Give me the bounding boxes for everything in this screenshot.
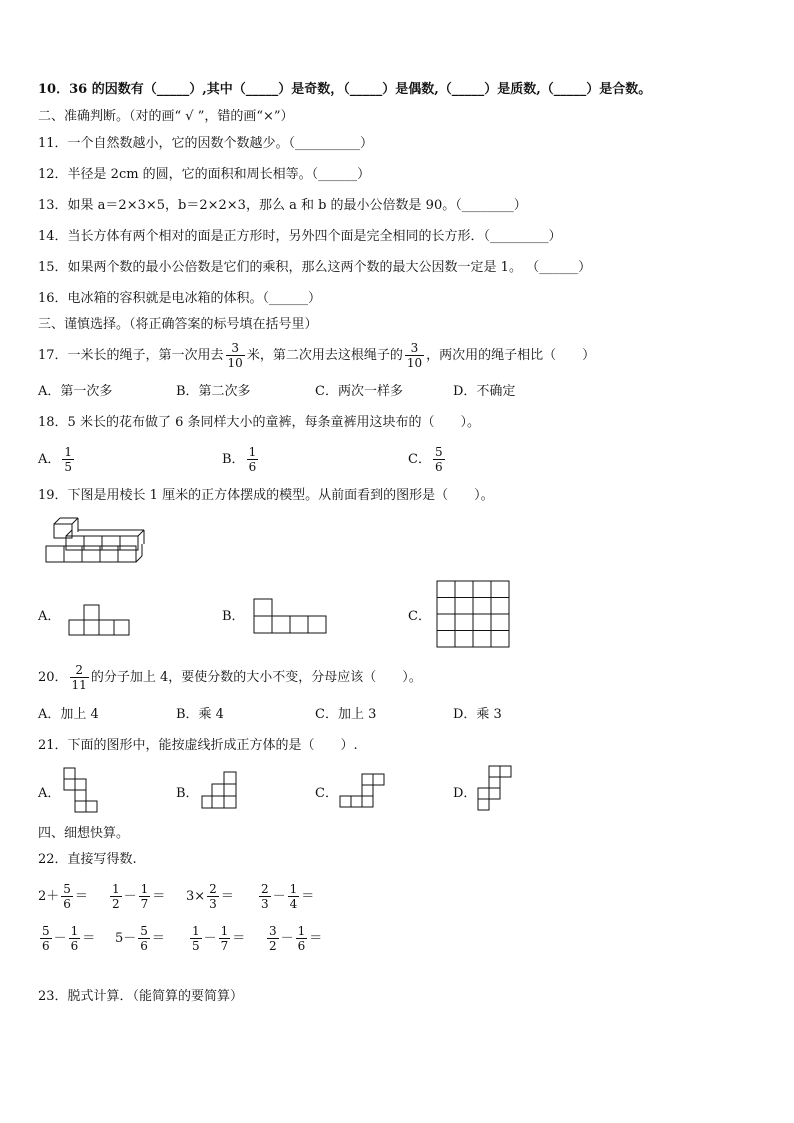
q20-option-b: B．乘 4 [176, 707, 224, 722]
q21-option-a-net [62, 766, 102, 820]
q18-option-b: B． $\frac{1}{6}$ [222, 445, 257, 474]
question-23: 23．脱式计算．（能简算的要简算） [38, 989, 244, 1004]
q21-option-b-net [200, 770, 244, 816]
q17-option-d: D．不确定 [453, 384, 516, 399]
q19-option-a-label: A． [38, 609, 61, 624]
section-2-heading: 二、准确判断。（对的画“ √ ”，错的画“×”） [38, 109, 294, 124]
q22-expr-3: 3× $\frac{2}{3}$ ＝ [186, 882, 234, 911]
question-11: 11．一个自然数越小，它的因数个数越少。（__________） [38, 136, 374, 151]
cube-model-figure [42, 514, 152, 566]
question-18: 18．5 米长的花布做了 6 条同样大小的童裤，每条童裤用这块布的（ ）。 [38, 415, 480, 430]
section-3-heading: 三、谨慎选择。（将正确答案的标号填在括号里） [38, 317, 318, 332]
q21-option-d-label: D． [453, 786, 477, 801]
q22-expr-7: $\frac{1}{5}$ － $\frac{1}{7}$ ＝ [192, 924, 246, 953]
q19-option-c-figure [436, 580, 512, 650]
q22-expr-6: 5－ $\frac{5}{6}$ ＝ [115, 924, 165, 953]
question-19: 19．下图是用棱长 1 厘米的正方体摆成的模型。从前面看到的图形是（ ）。 [38, 488, 494, 503]
q17-text-b: 米，第二次用去这根绳子的 [246, 348, 403, 363]
q18-option-a: A． $\frac{1}{5}$ [38, 445, 73, 474]
question-21: 21．下面的图形中，能按虚线折成正方体的是（ ）. [38, 738, 358, 753]
q19-option-b-figure [253, 597, 329, 635]
q21-option-d-net [476, 764, 518, 818]
question-17 [38, 340, 595, 372]
q22-expr-2: $\frac{1}{2}$ － $\frac{1}{7}$ ＝ [112, 882, 166, 911]
q17-text-a: 17．一米长的绳子，第一次用去 [38, 348, 224, 363]
question-16: 16．电冰箱的容积就是电冰箱的体积。（______） [38, 291, 322, 306]
q20-fraction: $\frac{2}{11}$ [71, 663, 87, 692]
q20-option-d: D．乘 3 [453, 707, 502, 722]
q17-fraction-2: $\frac{3}{10}$ [406, 341, 423, 370]
q17-option-c: C．两次一样多 [315, 384, 403, 399]
q19-option-a-figure [68, 603, 134, 637]
q17-fraction-1: $\frac{3}{10}$ [227, 341, 243, 370]
question-10: 10．36 的因数有（_____）,其中（_____）是奇数，（_____）是偶数,（_____）是质数,（_____）是合数。 [38, 82, 652, 97]
q21-option-b-label: B． [176, 786, 199, 801]
q21-option-c-label: C． [315, 786, 338, 801]
q21-option-a-label: A． [38, 786, 61, 801]
question-15: 15．如果两个数的最小公倍数是它们的乘积，那么这两个数的最大公因数一定是 1。 （______） [38, 260, 592, 275]
q17-option-a: A．第一次多 [38, 384, 113, 399]
question-22: 22．直接写得数. [38, 852, 137, 867]
question-13: 13．如果 a＝2×3×5，b＝2×2×3，那么 a 和 b 的最小公倍数是 90。（________） [38, 198, 527, 213]
q22-expr-1: 2＋ $\frac{5}{6}$ ＝ [38, 882, 88, 911]
q19-option-b-label: B． [222, 609, 245, 624]
q22-expr-5: $\frac{5}{6}$ － $\frac{1}{6}$ ＝ [42, 924, 96, 953]
q17-text-c: ，两次用的绳子相比（ ） [426, 348, 596, 363]
question-14: 14．当长方体有两个相对的面是正方形时，另外四个面是完全相同的长方形．（_________） [38, 229, 562, 244]
q22-expr-4: $\frac{2}{3}$ － $\frac{1}{4}$ ＝ [261, 882, 315, 911]
question-12: 12．半径是 2cm 的圆，它的面积和周长相等。（______） [38, 167, 371, 182]
section-4-heading: 四、细想快算。 [38, 826, 130, 841]
q21-option-c-net [338, 772, 390, 816]
q18-option-c: C． $\frac{5}{6}$ [408, 445, 443, 474]
question-20: 20． $\frac{2}{11}$ 的分子加上 4，要使分数的大小不变，分母应该（ ）。 [38, 663, 422, 692]
q22-expr-8: $\frac{3}{2}$ － $\frac{1}{6}$ ＝ [269, 924, 323, 953]
q17-option-b: B．第二次多 [176, 384, 251, 399]
q19-option-c-label: C． [408, 609, 431, 624]
q20-option-a: A．加上 4 [38, 707, 99, 722]
q20-option-c: C．加上 3 [315, 707, 377, 722]
